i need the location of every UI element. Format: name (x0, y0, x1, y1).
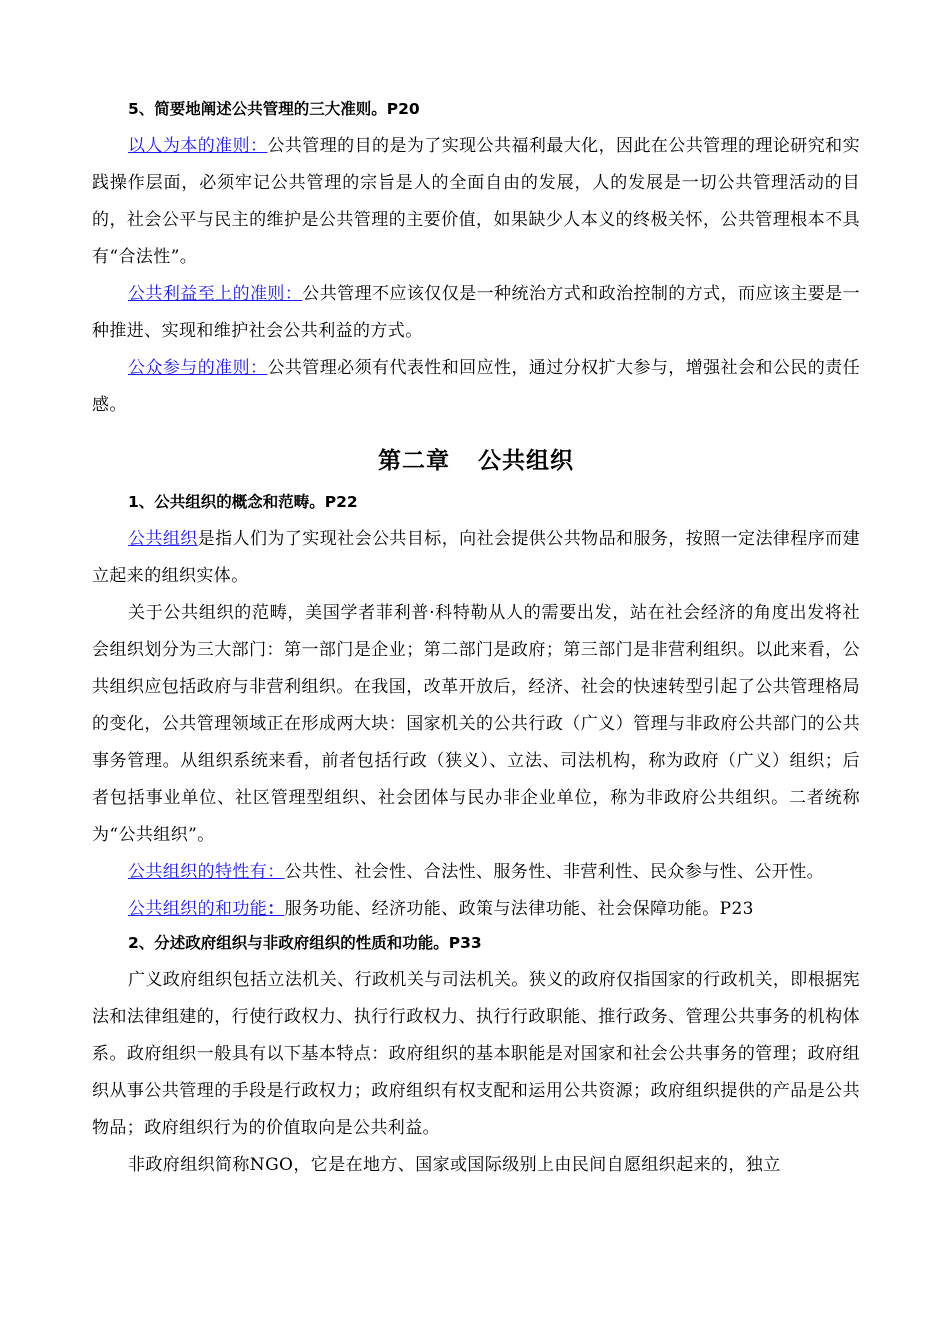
paragraph-scope: 关于公共组织的范畴，美国学者菲利普·科特勒从人的需要出发，站在社会经济的角度出发将社会组织划分为三大部门：第一部门是企业；第二部门是政府；第三部门是非营利组织。以此来看，公共组织应包括政府与非营利组织。在我国，改革开放后，经济、社会的快速转型引起了公共管理格局的变化，公共管理领域正在形成两大块：国家机关的公共行政（广义）管理与非政府公共部门的公共事务管理。从组织系统来看，前者包括行政（狭义）、立法、司法机构，称为政府（广义）组织；后者包括事业单位、社区管理型组织、社会团体与民办非企业单位，称为非政府公共组织。二者统称为“公共组织”。 (92, 603, 860, 845)
paragraph-public-participation (92, 350, 860, 424)
question-heading-1: 1、公共组织的概念和范畴。P22 (128, 493, 358, 511)
link-people-centered[interactable]: 以人为本的准则： (128, 136, 268, 156)
paragraph-text: 公共管理必须有代表性和回应性，通过分权扩大参与，增强社会和公民的责任感。 (92, 358, 860, 415)
link-public-interest[interactable]: 公共利益至上的准则： (128, 284, 303, 304)
link-public-participation[interactable]: 公众参与的准则： (128, 358, 268, 378)
link-functions-colon: ： (267, 899, 285, 919)
paragraph-text: 公共性、社会性、合法性、服务性、非营利性、民众参与性、公开性。 (284, 862, 825, 882)
link-public-organization[interactable]: 公共组织 (128, 529, 198, 549)
chapter-title (92, 442, 860, 475)
document-page (92, 96, 860, 1184)
paragraph-ngo: 非政府组织简称NGO，它是在地方、国家或国际级别上由民间自愿组织起来的，独立 (128, 1155, 781, 1175)
paragraph-government: 广义政府组织包括立法机关、行政机关与司法机关。狭义的政府仅指国家的行政机关，即根据宪法和法律组建的，行使行政权力、执行行政权力、执行行政职能、推行政务、管理公共事务的机构体系。政府组织一般具有以下基本特点：政府组织的基本职能是对国家和社会公共事务的管理；政府组织从事公共管理的手段是行政权力；政府组织有权支配和运用公共资源；政府组织提供的产品是公共物品；政府组织行为的价值取向是公共利益。 (92, 970, 860, 1138)
link-characteristics[interactable]: 公共组织的特性有： (128, 862, 285, 882)
paragraph-text: 服务功能、经济功能、政策与法律功能、社会保障功能。P23 (284, 899, 754, 919)
paragraph-functions (92, 891, 860, 928)
paragraph-people-centered (92, 128, 860, 276)
paragraph-text: 公共管理不应该仅仅是一种统治方式和政治控制的方式，而应该主要是一种推进、实现和维护社会公共利益的方式。 (92, 284, 860, 341)
question-heading-2: 2、分述政府组织与非政府组织的性质和功能。P33 (128, 934, 482, 952)
paragraph-characteristics (92, 854, 860, 891)
paragraph-definition (92, 521, 860, 595)
paragraph-public-interest (92, 276, 860, 350)
link-functions-label: 公共组织的和功能 (128, 899, 268, 919)
link-functions[interactable] (128, 899, 285, 919)
paragraph-text: 是指人们为了实现社会公共目标，向社会提供公共物品和服务，按照一定法律程序而建立起来的组织实体。 (92, 529, 860, 586)
question-heading-5: 5、简要地阐述公共管理的三大准则。P20 (128, 100, 420, 118)
paragraph-text: 公共管理的目的是为了实现公共福利最大化，因此在公共管理的理论研究和实践操作层面，必须牢记公共管理的宗旨是人的全面自由的发展，人的发展是一切公共管理活动的目的，社会公平与民主的维护是公共管理的主要价值，如果缺少人本义的终极关怀，公共管理根本不具有“合法性”。 (92, 136, 860, 267)
chapter-number: 第二章 (378, 448, 450, 474)
chapter-name: 公共组织 (478, 448, 574, 474)
